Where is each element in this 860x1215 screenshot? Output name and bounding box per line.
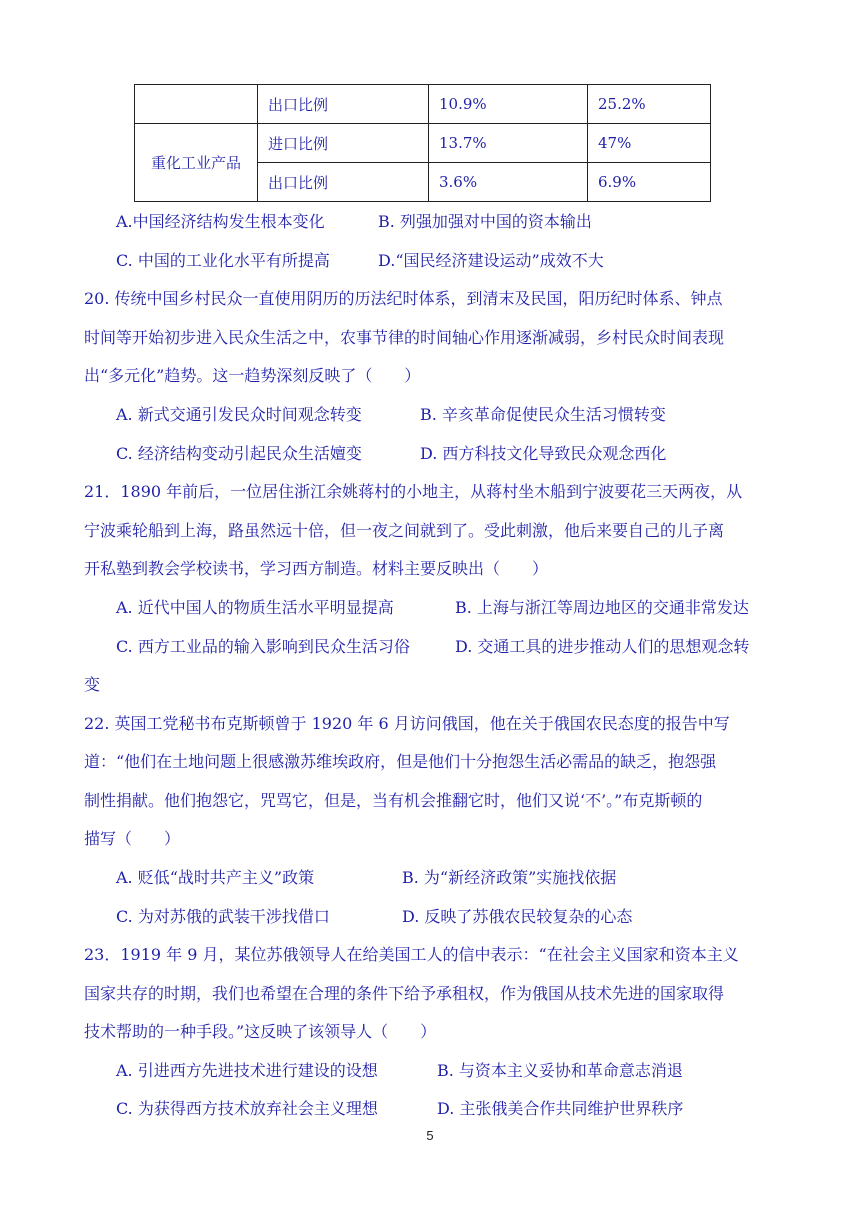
q22-option-d: D. 反映了苏俄农民较复杂的心态 xyxy=(402,907,633,926)
q22-stem-line: 制性捐献。他们抱怨它，咒骂它，但是，当有机会推翻它时，他们又说‘不’。”布克斯顿的 xyxy=(84,791,703,810)
q21-option-c: C. 西方工业品的输入影响到民众生活习俗 xyxy=(116,637,410,656)
data-table xyxy=(134,84,711,202)
table-cell-value: 25.2% xyxy=(588,85,711,124)
table-cell-group: 重化工业产品 xyxy=(135,124,258,202)
q23-stem-line: 技术帮助的一种手段。”这反映了该领导人（ ） xyxy=(84,1022,437,1041)
page-number: 5 xyxy=(426,1128,434,1143)
table-cell-value: 10.9% xyxy=(429,85,588,124)
q23-stem-line: 23．1919 年 9 月，某位苏俄领导人在给美国工人的信中表示：“在社会主义国家和资本主义 xyxy=(84,945,739,964)
table-cell-label: 进口比例 xyxy=(258,124,429,163)
table-cell-group xyxy=(135,85,258,124)
q21-stem-line: 21．1890 年前后，一位居住浙江余姚蒋村的小地主，从蒋村坐木船到宁波要花三天两夜，从 xyxy=(84,482,743,501)
table-cell-value: 13.7% xyxy=(429,124,588,163)
table-cell-label: 出口比例 xyxy=(258,163,429,202)
q21-option-d-continued: 变 xyxy=(84,675,101,694)
table-cell-label: 出口比例 xyxy=(258,85,429,124)
q21-stem-line: 宁波乘轮船到上海，路虽然远十倍，但一夜之间就到了。受此刺激，他后来要自己的儿子离 xyxy=(84,521,725,540)
q19-option-d: D.“国民经济建设运动”成效不大 xyxy=(378,251,604,270)
q20-option-c: C. 经济结构变动引起民众生活嬗变 xyxy=(116,444,362,463)
q23-option-c: C. 为获得西方技术放弃社会主义理想 xyxy=(116,1099,378,1118)
q21-option-b: B. 上海与浙江等周边地区的交通非常发达 xyxy=(455,598,749,617)
q22-stem-line: 22. 英国工党秘书布克斯顿曾于 1920 年 6 月访问俄国，他在关于俄国农民态度的报告中写 xyxy=(84,714,730,733)
q21-option-d: D. 交通工具的进步推动人们的思想观念转 xyxy=(455,637,750,656)
table-row xyxy=(135,124,711,163)
q23-option-d: D. 主张俄美合作共同维护世界秩序 xyxy=(437,1099,684,1118)
q20-stem-line: 出“多元化”趋势。这一趋势深刻反映了（ ） xyxy=(84,366,421,385)
q21-option-a: A. 近代中国人的物质生活水平明显提高 xyxy=(116,598,394,617)
q19-option-c: C. 中国的工业化水平有所提高 xyxy=(116,251,330,270)
table-cell-value: 3.6% xyxy=(429,163,588,202)
q23-option-b: B. 与资本主义妥协和革命意志消退 xyxy=(437,1061,683,1080)
q22-option-c: C. 为对苏俄的武装干涉找借口 xyxy=(116,907,330,926)
table-cell-value: 47% xyxy=(588,124,711,163)
q20-option-b: B. 辛亥革命促使民众生活习惯转变 xyxy=(420,405,666,424)
q22-option-a: A. 贬低“战时共产主义”政策 xyxy=(116,868,315,887)
q20-stem-line: 时间等开始初步进入民众生活之中，农事节律的时间轴心作用逐渐减弱，乡村民众时间表现 xyxy=(84,328,725,347)
q22-option-b: B. 为“新经济政策”实施找依据 xyxy=(402,868,617,887)
table-cell-value: 6.9% xyxy=(588,163,711,202)
q20-option-a: A. 新式交通引发民众时间观念转变 xyxy=(116,405,362,424)
q19-option-a: A.中国经济结构发生根本变化 xyxy=(116,212,325,231)
q21-stem-line: 开私塾到教会学校读书，学习西方制造。材料主要反映出（ ） xyxy=(84,559,549,578)
q22-stem-line: 描写（ ） xyxy=(84,829,181,848)
q19-option-b: B. 列强加强对中国的资本输出 xyxy=(378,212,592,231)
q23-option-a: A. 引进西方先进技术进行建设的设想 xyxy=(116,1061,378,1080)
q20-option-d: D. 西方科技文化导致民众观念西化 xyxy=(420,444,667,463)
q22-stem-line: 道：“他们在土地问题上很感激苏维埃政府，但是他们十分抱怨生活必需品的缺乏，抱怨强 xyxy=(84,752,717,771)
q20-stem-line: 20. 传统中国乡村民众一直使用阴历的历法纪时体系，到清末及民国，阳历纪时体系、钟点 xyxy=(84,289,723,308)
q23-stem-line: 国家共存的时期，我们也希望在合理的条件下给予承租权，作为俄国从技术先进的国家取得 xyxy=(84,984,725,1003)
table-row xyxy=(135,85,711,124)
